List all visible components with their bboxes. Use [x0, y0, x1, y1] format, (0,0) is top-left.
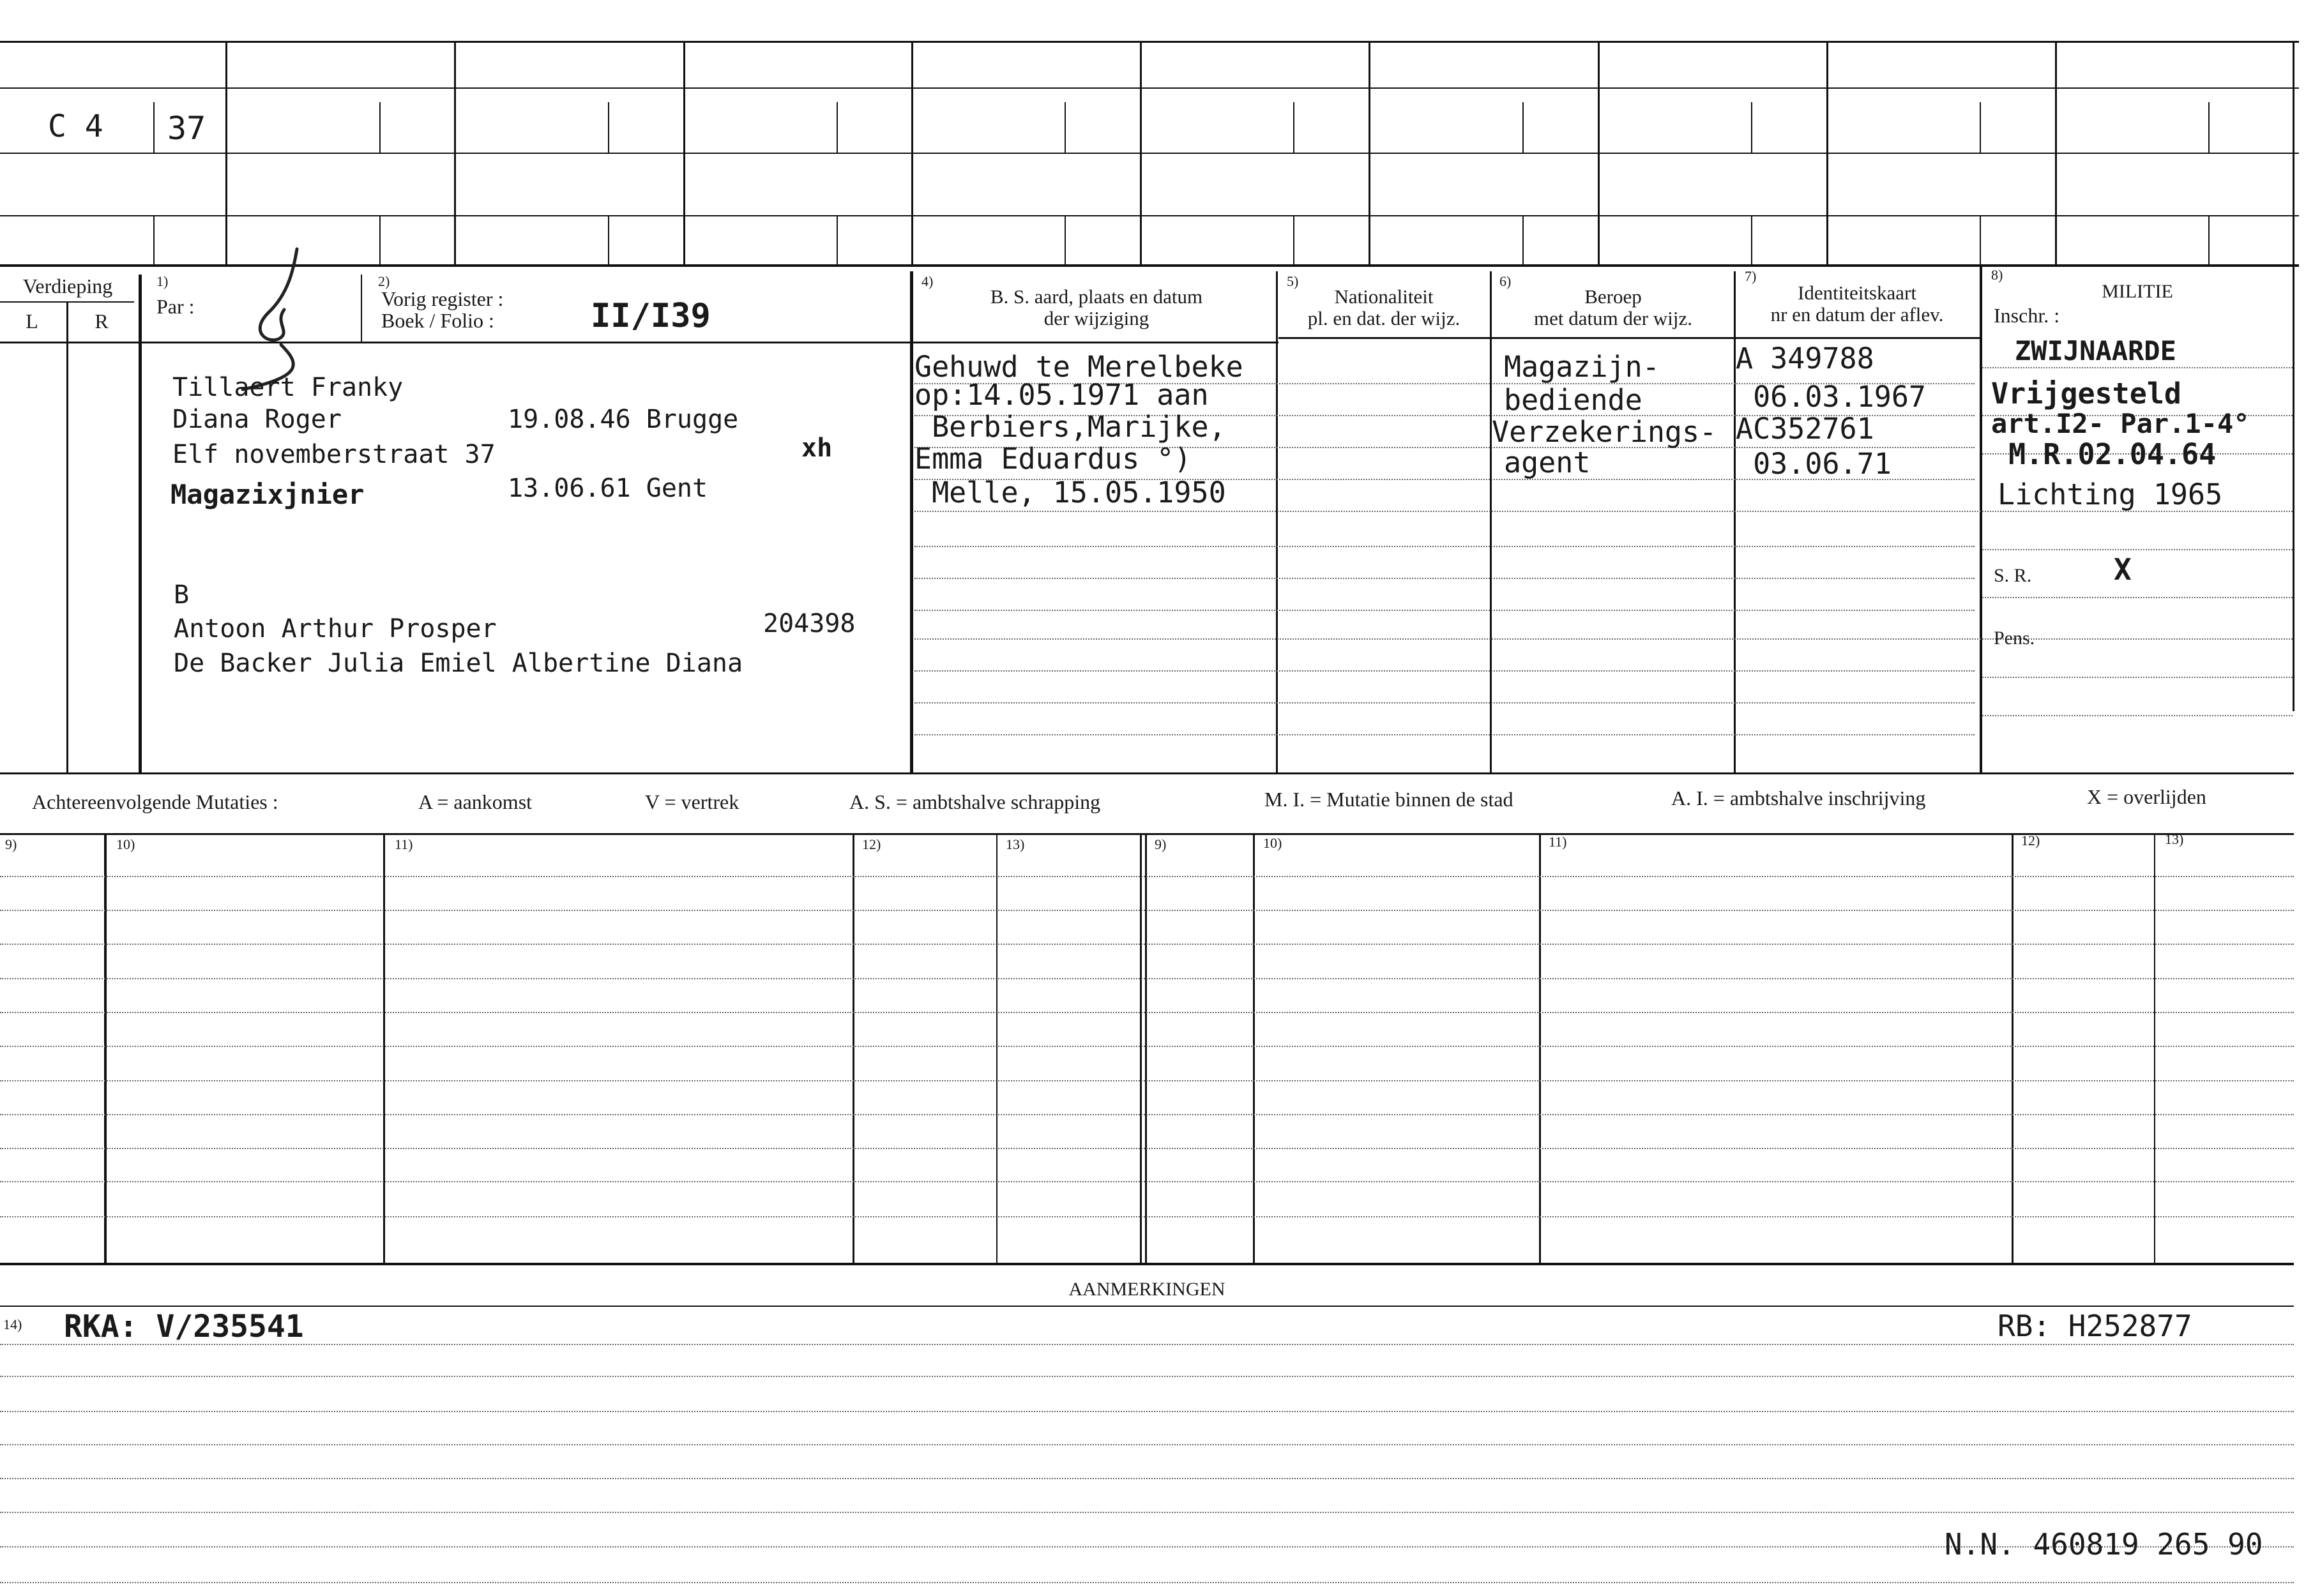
grid-rule	[0, 153, 2299, 154]
grid-divider	[1140, 41, 1142, 266]
dotted-rule	[0, 1582, 2294, 1583]
footnote-14: 14)	[3, 1316, 22, 1332]
par-label: Par :	[156, 295, 195, 318]
beroep-header-2: met datum der wijz.	[1534, 307, 1692, 329]
dotted-rule	[914, 734, 1975, 735]
grid-divider	[153, 215, 155, 266]
number-value: 37	[167, 110, 206, 147]
beroep-line: Verzekerings-	[1492, 415, 1717, 449]
footnote-6: 6)	[1499, 273, 1512, 289]
grid-rule	[0, 215, 2299, 216]
dotted-rule	[0, 1444, 2294, 1445]
top-border	[0, 41, 2299, 43]
col-divider	[1145, 834, 1147, 1263]
lr-divider	[66, 301, 68, 772]
dotted-rule	[914, 578, 1975, 579]
grid-divider	[1293, 102, 1294, 153]
header-bottom-rule	[1278, 337, 1981, 339]
verdieping-label: Verdieping	[22, 275, 113, 297]
col-divider	[383, 834, 385, 1263]
grid-divider	[837, 102, 838, 153]
col-divider	[1140, 834, 1142, 1263]
nn-value: N.N. 460819 265 90	[1945, 1527, 2263, 1562]
grid-rule	[0, 87, 2299, 89]
grid-divider	[1369, 41, 1370, 266]
col-divider	[1539, 834, 1541, 1263]
mutaties-title: Achtereenvolgende Mutaties :	[32, 790, 278, 813]
beroep-line: bediende	[1504, 383, 1642, 417]
code-value: C 4	[48, 109, 103, 144]
col-number: 9)	[1155, 836, 1167, 852]
boek-folio-label: Boek / Folio :	[381, 309, 494, 332]
nat-header-2: pl. en dat. der wijz.	[1307, 307, 1460, 329]
grid-divider	[2055, 41, 2057, 266]
sr-label: S. R.	[1994, 565, 2032, 586]
footnote-5: 5)	[1287, 273, 1299, 289]
grid-divider	[683, 41, 685, 266]
col-number: 13)	[2165, 831, 2184, 847]
col-divider	[853, 834, 854, 1263]
table-bottom-rule	[0, 1263, 2294, 1265]
person-name: Tillaert Franky	[172, 373, 404, 402]
dotted-rule	[0, 1046, 2294, 1047]
col-divider	[1253, 834, 1255, 1263]
dotted-rule	[1982, 597, 2293, 598]
footnote-4: 4)	[921, 273, 934, 289]
dotted-rule	[0, 1114, 2294, 1115]
dotted-rule	[0, 1148, 2294, 1149]
dotted-rule	[914, 702, 1975, 704]
militie-line: Vrijgesteld	[1991, 377, 2182, 410]
dotted-rule	[914, 546, 1975, 547]
vorig-register-label: Vorig register :	[381, 287, 504, 310]
bs-header: B. S. aard, plaats en datum	[990, 285, 1203, 308]
id-header: Identiteitskaart	[1798, 282, 1916, 304]
dotted-rule	[0, 1376, 2294, 1377]
dotted-rule	[0, 1411, 2294, 1412]
bs-line: Emma Eduardus °)	[914, 442, 1192, 476]
beroep-header: Beroep	[1584, 285, 1642, 308]
grid-divider	[153, 102, 155, 153]
header-bottom-rule	[0, 342, 1278, 343]
id-line: AC352761	[1736, 412, 1874, 446]
dotted-rule	[0, 978, 2294, 979]
grid-divider	[2208, 102, 2210, 153]
bs-line: Berbiers,Marijke,	[914, 410, 1226, 444]
id-header-2: nr en datum der aflev.	[1770, 303, 1944, 326]
grid-divider	[608, 215, 609, 266]
bs-divider	[910, 271, 913, 772]
rka-value: RKA: V/235541	[64, 1309, 304, 1344]
militie-line: art.I2- Par.1-4°	[1991, 408, 2250, 439]
legend-ai: A. I. = ambtshalve inschrijving	[1671, 787, 1926, 809]
militie-line: M.R.02.04.64	[1991, 437, 2217, 471]
col-divider	[2012, 834, 2013, 1263]
inschr-label: Inschr. :	[1994, 304, 2060, 327]
dotted-rule	[914, 610, 1975, 611]
grid-divider	[608, 102, 609, 153]
person-address: Elf novemberstraat 37	[172, 440, 496, 469]
dotted-rule	[1982, 367, 2293, 368]
pens-label: Pens.	[1994, 628, 2035, 649]
col-number: 13)	[1006, 836, 1025, 852]
dotted-rule	[0, 1478, 2294, 1479]
grid-divider	[1522, 215, 1524, 266]
nat-divider	[1276, 271, 1278, 772]
legend-v: V = vertrek	[645, 790, 739, 813]
right-border	[2293, 41, 2294, 711]
mother-name: De Backer Julia Emiel Albertine Diana	[174, 649, 743, 678]
footnote-2: 2)	[378, 273, 390, 289]
col-number: 12)	[2021, 832, 2040, 848]
lichting: Lichting 1965	[1998, 478, 2223, 511]
dotted-rule	[0, 910, 2294, 911]
grid-divider	[1598, 41, 1600, 266]
dotted-rule	[0, 1216, 2294, 1217]
bs-line: Gehuwd te Merelbeke	[914, 350, 1243, 384]
id-line: 03.06.71	[1736, 447, 1892, 481]
footnote-1: 1)	[156, 273, 169, 289]
col-divider	[996, 834, 997, 1263]
rb-value: RB: H252877	[1998, 1309, 2192, 1343]
register-value: II/I39	[591, 297, 711, 335]
grid-divider	[1980, 215, 1981, 266]
dotted-rule	[914, 638, 2293, 640]
grid-divider	[225, 41, 227, 266]
col-l-label: L	[26, 310, 38, 333]
person-birth: 19.08.46 Brugge	[508, 405, 739, 434]
col-number: 10)	[1263, 835, 1282, 851]
militie-header: MILITIE	[2102, 281, 2173, 302]
beroep-divider	[1490, 271, 1492, 772]
table-top-rule	[0, 833, 2294, 835]
person-job: Magazixjnier	[171, 479, 365, 510]
remarks-rule	[0, 1306, 2294, 1307]
beroep-line: Magazijn-	[1504, 350, 1660, 384]
grid-divider	[837, 215, 838, 266]
person-partner: Diana Roger	[172, 405, 342, 434]
dotted-rule	[0, 1080, 2294, 1081]
nat-header: Nationaliteit	[1334, 285, 1434, 308]
par-divider	[139, 275, 142, 772]
dotted-rule	[1982, 715, 2293, 716]
militie-divider	[1980, 267, 1982, 772]
remarks-title: AANMERKINGEN	[1068, 1279, 1225, 1300]
dotted-rule	[0, 1181, 2294, 1182]
footnote-7: 7)	[1745, 268, 1757, 284]
grid-divider	[379, 102, 381, 153]
col-divider	[104, 834, 107, 1263]
grid-divider	[1751, 215, 1752, 266]
beroep-line: agent	[1504, 446, 1591, 479]
id-line: 06.03.1967	[1736, 380, 1927, 414]
legend-mi: M. I. = Mutatie binnen de stad	[1264, 788, 1513, 811]
legend-x: X = overlijden	[2087, 785, 2206, 808]
sr-value: X	[2114, 552, 2132, 587]
b-label: B	[174, 580, 190, 610]
militie-place: ZWIJNAARDE	[2015, 335, 2176, 366]
grid-divider	[911, 41, 913, 266]
grid-divider	[1980, 102, 1981, 153]
father-name: Antoon Arthur Prosper	[174, 614, 497, 644]
col-number: 12)	[862, 836, 881, 852]
footnote-8: 8)	[1991, 267, 2003, 283]
col-number: 11)	[395, 836, 413, 852]
col-divider	[2154, 834, 2155, 1263]
bs-line: op:14.05.1971 aan	[914, 378, 1209, 412]
grid-divider	[1522, 102, 1524, 153]
legend-a: A = aankomst	[418, 790, 533, 813]
bs-header-2: der wijziging	[1043, 307, 1149, 329]
id-line: A 349788	[1736, 342, 1874, 375]
grid-divider	[1065, 102, 1066, 153]
grid-divider	[2208, 215, 2210, 266]
bs-line: Melle, 15.05.1950	[914, 476, 1226, 509]
person-number: 204398	[763, 609, 856, 638]
col-number: 11)	[1549, 834, 1567, 850]
col-number: 9)	[5, 836, 17, 852]
grid-divider	[1751, 102, 1752, 153]
grid-divider	[454, 41, 456, 266]
dotted-rule	[0, 1344, 2294, 1345]
address-mark: xh	[801, 433, 833, 463]
dotted-rule	[1982, 549, 2293, 550]
dotted-rule	[0, 944, 2294, 945]
dotted-rule	[0, 1012, 2294, 1013]
col-r-label: R	[95, 310, 109, 333]
dotted-rule	[0, 876, 2294, 877]
col-number: 10)	[116, 836, 135, 852]
grid-divider	[1065, 215, 1066, 266]
section-rule	[0, 772, 2294, 774]
dotted-rule	[0, 1512, 2294, 1513]
dotted-rule	[914, 670, 1975, 672]
person-job-date: 13.06.61 Gent	[508, 474, 708, 503]
grid-divider	[1293, 215, 1294, 266]
grid-divider	[1826, 41, 1828, 266]
dotted-rule	[1982, 677, 2293, 678]
legend-as: A. S. = ambtshalve schrapping	[849, 790, 1101, 813]
